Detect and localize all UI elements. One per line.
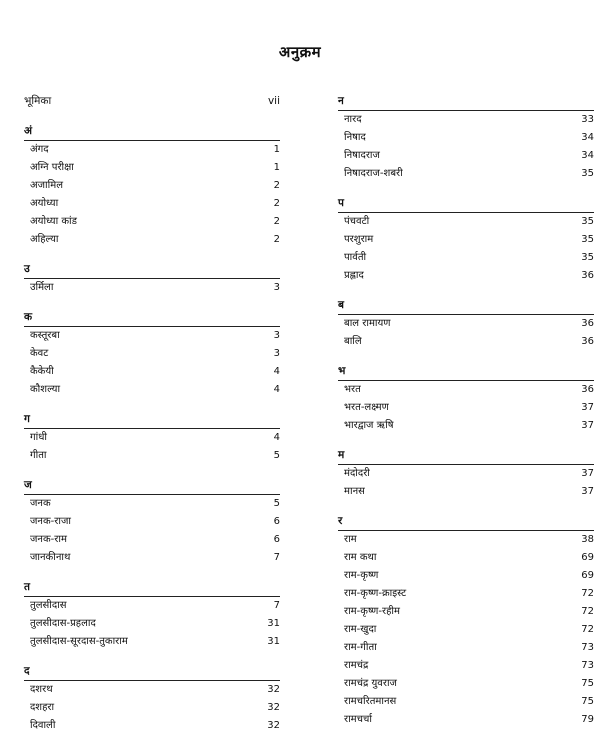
entry-term: तुलसीदास-सूरदास-तुकाराम [30, 636, 128, 647]
entry-term: मानस [344, 486, 365, 497]
entry-term: पार्वती [344, 252, 367, 263]
entry-page-number: 37 [581, 486, 594, 497]
entry-page-number: 35 [581, 252, 594, 263]
index-entry [344, 531, 594, 549]
page-title: अनुक्रम [278, 43, 322, 61]
entry-page-number: 73 [581, 642, 594, 653]
section-letter: प [338, 194, 594, 213]
entry-page-number: 79 [581, 714, 594, 725]
index-entry [344, 585, 594, 603]
entry-term: दशरथ [30, 684, 53, 695]
entry-page-number: 7 [273, 552, 280, 563]
entry-page-number: 35 [581, 168, 594, 179]
entry-page-number: 1 [273, 144, 280, 155]
entry-page-number: 5 [273, 498, 280, 509]
index-section [338, 296, 594, 351]
index-entry [30, 699, 280, 717]
entry-page-number: 3 [273, 282, 280, 293]
entry-term: अंगद [30, 144, 49, 155]
entry-term: बालि [344, 336, 362, 347]
entry-page-number: 73 [581, 660, 594, 671]
entry-term: निषादराज [344, 150, 380, 161]
entry-term: भरत [344, 384, 361, 395]
index-entry [30, 159, 280, 177]
section-letter: ज [24, 476, 280, 495]
entry-page-number: 34 [581, 150, 594, 161]
section-letter: उ [24, 260, 280, 279]
entry-term: कौशल्या [30, 384, 61, 395]
section-letter: अं [24, 122, 280, 141]
entry-term: राम-गीता [344, 642, 377, 653]
index-entry [344, 603, 594, 621]
index-entry [344, 399, 594, 417]
index-section [338, 446, 594, 501]
index-entry [344, 465, 594, 483]
index-entry [344, 249, 594, 267]
index-entry [344, 165, 594, 183]
entry-term: परशुराम [344, 234, 374, 245]
index-section [338, 512, 594, 729]
entry-list [338, 381, 594, 435]
left-column [24, 92, 280, 746]
entry-term: राम-कृष्ण-रहीम [344, 606, 400, 617]
entry-term: बाल रामायण [344, 318, 391, 329]
prelude-term: भूमिका [24, 95, 52, 107]
index-section [24, 476, 280, 567]
section-letter: भ [338, 362, 594, 381]
entry-list [338, 111, 594, 183]
entry-page-number: 35 [581, 216, 594, 227]
entry-page-number: 4 [273, 384, 280, 395]
entry-list [24, 495, 280, 567]
entry-page-number: 38 [581, 534, 594, 545]
index-entry [30, 549, 280, 567]
entry-page-number: 36 [581, 384, 594, 395]
entry-page-number: 2 [273, 216, 280, 227]
index-entry [30, 381, 280, 399]
index-section [24, 122, 280, 249]
prelude-page: vii [267, 95, 280, 107]
index-entry [344, 711, 594, 729]
section-letter: क [24, 308, 280, 327]
entry-term: अजामिल [30, 180, 63, 191]
entry-page-number: 5 [273, 450, 280, 461]
index-entry [344, 231, 594, 249]
entry-page-number: 36 [581, 270, 594, 281]
entry-list [338, 315, 594, 351]
prelude-entry [24, 92, 280, 110]
index-entry [344, 129, 594, 147]
entry-term: भारद्वाज ऋषि [344, 420, 394, 431]
index-entry [344, 111, 594, 129]
entry-term: मंदोदरी [344, 468, 370, 479]
index-entry [344, 675, 594, 693]
entry-term: रामचर्चा [344, 714, 372, 725]
entry-term: राम कथा [344, 552, 377, 563]
index-entry [30, 345, 280, 363]
entry-term: जनक-राम [30, 534, 67, 545]
entry-term: रामचंद्र युवराज [344, 678, 397, 689]
entry-term: दशहरा [30, 702, 55, 713]
index-entry [30, 195, 280, 213]
entry-term: दिवाली [30, 720, 56, 731]
index-entry [344, 639, 594, 657]
index-entry [30, 531, 280, 549]
index-entry [344, 417, 594, 435]
entry-term: कैकेयी [30, 366, 54, 377]
entry-page-number: 72 [581, 606, 594, 617]
index-section [338, 194, 594, 285]
entry-list [24, 681, 280, 735]
entry-page-number: 72 [581, 588, 594, 599]
entry-page-number: 2 [273, 180, 280, 191]
entry-term: नारद [344, 114, 362, 125]
entry-page-number: 69 [581, 570, 594, 581]
entry-list [338, 213, 594, 285]
entry-term: जानकीनाथ [30, 552, 71, 563]
entry-page-number: 4 [273, 366, 280, 377]
entry-page-number: 72 [581, 624, 594, 635]
section-letter: र [338, 512, 594, 531]
index-entry [344, 147, 594, 165]
index-entry [30, 141, 280, 159]
index-entry [30, 513, 280, 531]
entry-list [24, 279, 280, 297]
entry-term: रामचंद्र [344, 660, 369, 671]
entry-term: पंचवटी [344, 216, 370, 227]
entry-page-number: 31 [267, 618, 280, 629]
entry-term: केवट [30, 348, 49, 359]
entry-list [24, 327, 280, 399]
entry-page-number: 6 [273, 516, 280, 527]
entry-page-number: 2 [273, 198, 280, 209]
entry-list [24, 141, 280, 249]
index-entry [30, 447, 280, 465]
entry-page-number: 7 [273, 600, 280, 611]
entry-term: प्रह्लाद [344, 270, 364, 281]
entry-term: अहिल्या [30, 234, 59, 245]
entry-term: राम [344, 534, 357, 545]
entry-term: राम-कृष्ण [344, 570, 379, 581]
entry-term: राम-खुदा [344, 624, 377, 635]
entry-term: कस्तूरबा [30, 330, 60, 341]
entry-page-number: 31 [267, 636, 280, 647]
entry-term: उर्मिला [30, 282, 54, 293]
entry-page-number: 3 [273, 330, 280, 341]
index-entry [344, 213, 594, 231]
section-letter: ब [338, 296, 594, 315]
index-entry [344, 333, 594, 351]
entry-page-number: 75 [581, 696, 594, 707]
index-section [24, 260, 280, 297]
entry-page-number: 1 [273, 162, 280, 173]
index-entry [344, 621, 594, 639]
entry-term: भरत-लक्ष्मण [344, 402, 389, 413]
entry-term: तुलसीदास [30, 600, 67, 611]
section-letter: न [338, 92, 594, 111]
entry-page-number: 2 [273, 234, 280, 245]
entry-term: राम-कृष्ण-क्राइस्ट [344, 588, 407, 599]
entry-page-number: 75 [581, 678, 594, 689]
index-entry [344, 693, 594, 711]
entry-list [338, 531, 594, 729]
index-entry [344, 267, 594, 285]
entry-term: जनक-राजा [30, 516, 71, 527]
index-entry [30, 597, 280, 615]
index-entry [30, 213, 280, 231]
index-entry [344, 567, 594, 585]
entry-page-number: 4 [273, 432, 280, 443]
entry-page-number: 32 [267, 684, 280, 695]
index-section [24, 578, 280, 651]
entry-page-number: 37 [581, 468, 594, 479]
section-letter: म [338, 446, 594, 465]
entry-term: गीता [30, 450, 47, 461]
index-entry [30, 495, 280, 513]
entry-list [24, 597, 280, 651]
entry-term: रामचरितमानस [344, 696, 397, 707]
index-entry [30, 615, 280, 633]
entry-page-number: 33 [581, 114, 594, 125]
entry-list [24, 429, 280, 465]
index-entry [30, 177, 280, 195]
index-entry [30, 327, 280, 345]
section-letter: ग [24, 410, 280, 429]
index-entry [344, 315, 594, 333]
index-entry [344, 657, 594, 675]
section-letter: द [24, 662, 280, 681]
entry-page-number: 32 [267, 720, 280, 731]
index-entry [30, 279, 280, 297]
index-entry [30, 363, 280, 381]
index-entry [30, 231, 280, 249]
entry-page-number: 69 [581, 552, 594, 563]
entry-page-number: 35 [581, 234, 594, 245]
index-section [24, 308, 280, 399]
entry-page-number: 36 [581, 336, 594, 347]
index-section [338, 92, 594, 183]
entry-page-number: 37 [581, 402, 594, 413]
entry-term: गांधी [30, 432, 47, 443]
entry-term: जनक [30, 498, 51, 509]
index-entry [30, 717, 280, 735]
entry-term: अयोध्या कांड [30, 216, 77, 227]
index-entry [30, 429, 280, 447]
entry-page-number: 34 [581, 132, 594, 143]
entry-list [338, 465, 594, 501]
entry-term: तुलसीदास-प्रहलाद [30, 618, 96, 629]
entry-page-number: 6 [273, 534, 280, 545]
right-sections [338, 92, 594, 729]
index-entry [30, 681, 280, 699]
right-column [338, 92, 594, 740]
index-section [24, 410, 280, 465]
entry-page-number: 36 [581, 318, 594, 329]
entry-term: निषाद [344, 132, 366, 143]
entry-term: अग्नि परीक्षा [30, 162, 74, 173]
index-section [24, 662, 280, 735]
section-letter: त [24, 578, 280, 597]
entry-page-number: 32 [267, 702, 280, 713]
entry-page-number: 37 [581, 420, 594, 431]
left-sections [24, 122, 280, 735]
index-section [338, 362, 594, 435]
entry-term: निषादराज-शबरी [344, 168, 403, 179]
index-entry [344, 483, 594, 501]
entry-page-number: 3 [273, 348, 280, 359]
entry-term: अयोध्या [30, 198, 59, 209]
index-entry [344, 549, 594, 567]
index-entry [30, 633, 280, 651]
index-entry [344, 381, 594, 399]
